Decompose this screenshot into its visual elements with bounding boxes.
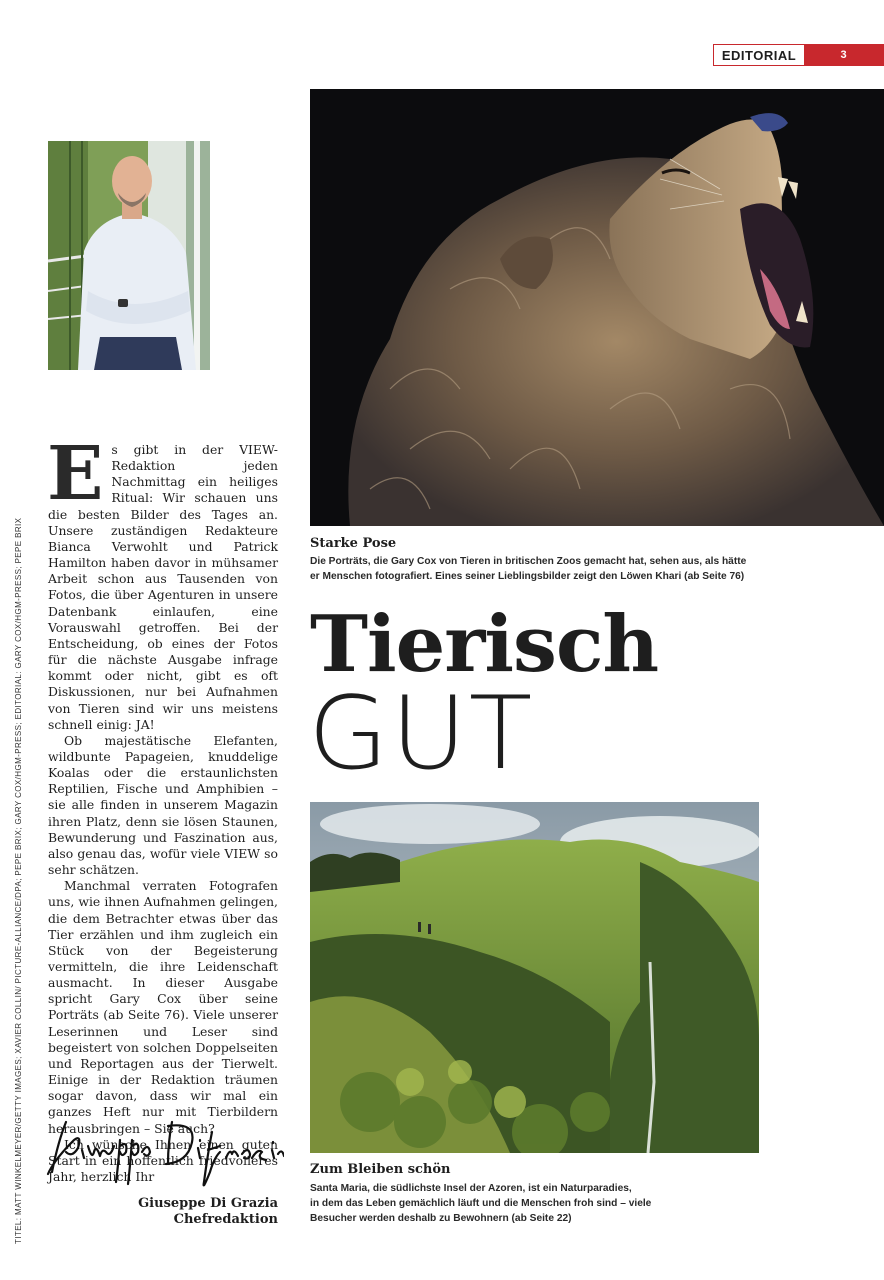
landscape-caption-text bbox=[310, 1181, 651, 1226]
editorial-paragraph-3: Manchmal verraten Fotografen uns, wie ihnen Aufnahmen gelingen, die dem Betrachter etwas über das Tier erzählen und ihm zugleich ein Stück von der Begeisterung vermitteln, die ihre Leidenschaft ausmacht. In dieser Ausgabe spricht Gary Cox über seine Porträts (ab Seite 76). Viele unserer Leserinnen und Leser sind begeistert von solchen Doppelseiten und Reportagen aus der Tierwelt. Einige in der Redaktion träumen sogar davon, dass wir mal ein ganzes Heft nur mit Tierbildern herausbringen – Sie auch? bbox=[48, 878, 278, 1136]
editorial-body bbox=[47, 431, 278, 1185]
page-number: 3 bbox=[804, 45, 883, 65]
landscape-caption-line-2: in dem das Leben gemächlich läuft und die Menschen froh sind – viele bbox=[310, 1198, 652, 1209]
signature-drawing bbox=[44, 1112, 284, 1194]
azores-landscape-photo bbox=[310, 802, 759, 1153]
section-label: EDITORIAL bbox=[714, 45, 804, 65]
signer-name: Giuseppe Di Grazia bbox=[138, 1196, 278, 1211]
paragraph-1-text: s gibt in der VIEW-Redaktion jeden Nachmittag ein heiliges Ritual: Wir schauen uns die besten Bilder des Tages an. Unsere zuständigen Redakteure Bianca Verwohlt und Patrick Hamilton haben davor in mühsamer Arbeit schon aus Tausenden von Fotos, die über Agenturen in unsere Datenbank einlaufen, eine Vorauswahl getroffen. Bei der Entscheidung, ob eines der Fotos für die nächste Ausgabe infrage kommt oder nicht, gibt es oft Diskussionen, nur bei Aufnahmen von Tieren sind wir uns meistens schnell einig: JA! bbox=[48, 442, 278, 732]
headline-line-1: Tierisch bbox=[310, 599, 659, 690]
lion-photo bbox=[310, 89, 884, 526]
landscape-caption-line-3: Besucher werden deshalb zu Bewohnern (ab Seite 22) bbox=[310, 1213, 572, 1224]
landscape-caption-title: Zum Bleiben schön bbox=[310, 1162, 451, 1177]
section-tab bbox=[713, 44, 884, 66]
handwritten-signature bbox=[44, 1112, 284, 1194]
editor-portrait-photo bbox=[48, 141, 210, 370]
lion-caption-text bbox=[310, 554, 746, 584]
signer-role: Chefredaktion bbox=[173, 1212, 278, 1227]
editor-portrait-illustration bbox=[48, 141, 210, 370]
lion-caption-line-2: er Menschen fotografiert. Eines seiner Lieblingsbilder zeigt den Löwen Khari (ab Seite 76) bbox=[310, 571, 745, 582]
headline-line-2: GUT bbox=[308, 673, 535, 793]
landscape-illustration bbox=[310, 802, 759, 1153]
drop-cap: E bbox=[47, 431, 104, 517]
landscape-caption-line-1: Santa Maria, die südlichste Insel der Azoren, ist ein Naturparadies, bbox=[310, 1183, 632, 1194]
photo-credits: TITEL: MATT WINKELMEYER/GETTY IMAGES; XAVIER COLLIN/ PICTURE-ALLIANCE/DPA; PEPE BRIX; GARY COX/HGM-PRESS; EDITORIAL: GARY COX/HGM-PRESS; PEPE BRIX bbox=[14, 517, 23, 1244]
lion-caption-title: Starke Pose bbox=[310, 536, 397, 551]
editorial-paragraph-4: Ich wünsche Ihnen einen guten Start in ein hoffentlich friedvolleres Jahr, herzlich Ihr bbox=[48, 1136, 278, 1185]
signer-block bbox=[120, 1196, 278, 1228]
lion-illustration bbox=[310, 89, 884, 526]
editorial-paragraph-2: Ob majestätische Elefanten, wildbunte Papageien, knuddelige Koalas oder die erstaunlichsten Reptilien, Fische und Amphibien – sie alle finden in unserem Magazin ihren Platz, denn sie lösen Staunen, Bewunderung und Faszination aus, also genau das, wofür viele VIEW so sehr schätzen. bbox=[48, 732, 278, 878]
editorial-paragraph-1 bbox=[47, 431, 278, 733]
lion-caption-line-1: Die Porträts, die Gary Cox von Tieren in britischen Zoos gemacht hat, sehen aus, als hätte bbox=[310, 556, 747, 567]
